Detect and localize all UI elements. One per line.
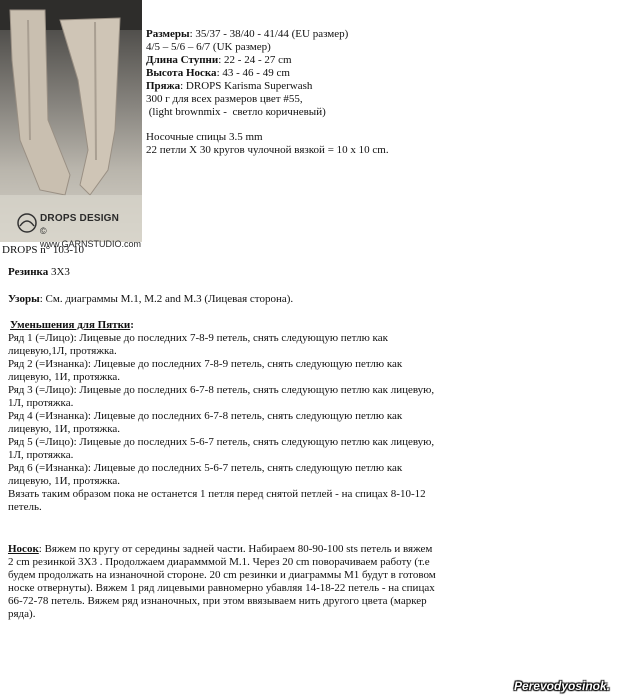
- height-value: : 43 - 46 - 49 cm: [216, 67, 290, 79]
- sock-label: Носок: [8, 543, 39, 555]
- sock-paragraph: [8, 543, 438, 621]
- logo-brand: DROPS DESIGN: [40, 213, 120, 224]
- yarn-color: (light brownmix - светло коричневый): [146, 106, 326, 118]
- foot-label: Длина Ступни: [146, 54, 219, 66]
- watermark: Perevodyosinok.: [513, 679, 610, 693]
- drops-logo: [14, 210, 142, 249]
- heel-text: Ряд 1 (=Лицо): Лицевые до последних 7-8-9 петель, снять следующую петлю как лицевую,1Л, протяжка. Ряд 2 (=Изнанка): Лицевые до последних 7-8-9 петель, снять следующую петлю как лицевую, 1И, протяжка. Ряд 3 (=Лицо): Лицевые до последних 6-7-8 петель, снять следующую петлю как лицевую, 1Л, протяжка. Ряд 4 (=Изнанка): Лицевые до последних 6-7-8 петель, снять следующую петлю как лицевую, 1И, протяжка. Ряд 5 (=Лицо): Лицевые до последних 5-6-7 петель, снять следующую петлю как лицевую, 1Л, протяжка. Ряд 6 (=Изнанка): Лицевые до последних 5-6-7 петель, снять следующую петлю как лицевую, 1И, протяжка. Вязать таким образом пока не останется 1 петля перед снятой петлей - на спицах 8-10-12 петель.: [8, 332, 435, 513]
- foot-line: [146, 54, 606, 67]
- patterns-label: Узоры: [8, 293, 40, 305]
- height-label: Высота Носка: [146, 67, 217, 79]
- drops-logo-icon: [16, 212, 38, 234]
- patterns-section: [8, 293, 293, 306]
- gauge: 22 петли X 30 кругов чулочной вязкой = 10 x 10 cm.: [146, 144, 389, 156]
- patterns-value: : См. диаграммы M.1, M.2 and M.3 (Лицевая сторона).: [39, 293, 294, 305]
- heel-title-suffix: :: [130, 319, 134, 331]
- rib-section: [8, 266, 70, 279]
- yarn-value: : DROPS Karisma Superwash: [180, 80, 313, 92]
- rib-value: 3X3: [48, 266, 70, 278]
- sock-text: : Вяжем по кругу от середины задней части. Набираем 80-90-100 sts петель и вяжем 2 cm резинкой 3X3 . Продолжаем диарамммой M.1. Через 20 cm поворачиваем работу (т.е будем продолжать на изнаночной стороне. 20 cm резинки и диаграммы M1 будут в готовом носке отвернуты). Вяжем 1 ряд лицевыми равномерно убавляя 14-18-22 петель - на спицах 66-72-78 петель. Вяжем ряд изнаночных, при этом ввязываем нить другого цвета (маркер ряда).: [8, 543, 436, 620]
- height-line: [146, 67, 606, 80]
- yarn-amount: 300 г для всех размеров цвет #55,: [146, 93, 303, 105]
- rib-label: Резинка: [8, 266, 49, 278]
- spec-block: [146, 28, 606, 157]
- needles: Носочные спицы 3.5 mm: [146, 131, 263, 143]
- foot-value: : 22 - 24 - 27 cm: [218, 54, 292, 66]
- sizes-value: : 35/37 - 38/40 - 41/44 (EU размер): [189, 28, 349, 40]
- product-photo: [0, 0, 142, 249]
- yarn-line: [146, 80, 606, 93]
- heel-title: Уменьшения для Пятки: [10, 319, 131, 331]
- socks-illustration: [0, 0, 142, 242]
- sock-section: [8, 543, 438, 621]
- yarn-label: Пряжа: [146, 80, 181, 92]
- sizes-label: Размеры: [146, 28, 190, 40]
- heel-section: [8, 319, 438, 514]
- sizes-uk: 4/5 – 5/6 – 6/7 (UK размер): [146, 41, 271, 53]
- logo-site: © www.GARNSTUDIO.com: [40, 226, 142, 249]
- sizes-line: [146, 28, 606, 41]
- heel-title-line: [8, 319, 438, 332]
- pattern-number: DROPS n° 103-10: [2, 244, 85, 256]
